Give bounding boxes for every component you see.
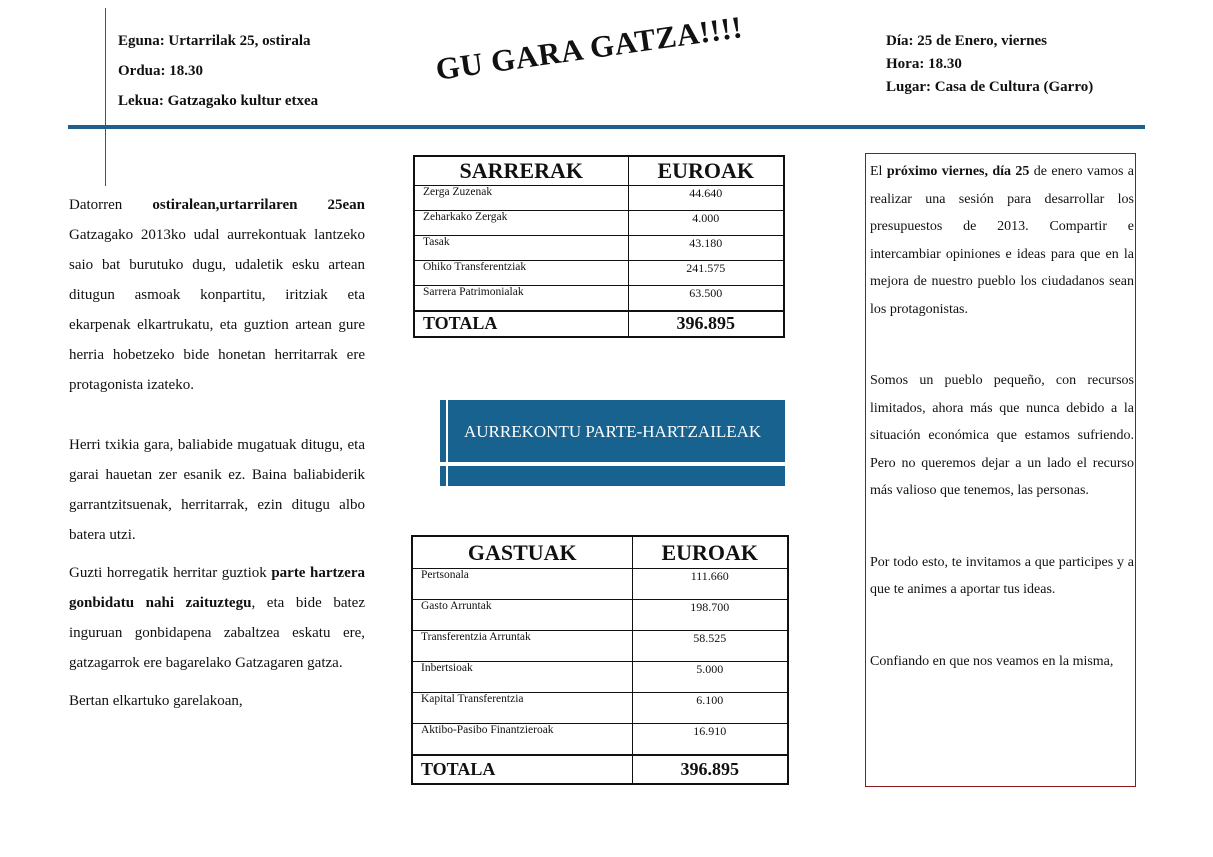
page-title: GU GARA GATZA!!!! xyxy=(433,9,745,87)
row-value: 4.000 xyxy=(628,211,784,236)
row-value: 241.575 xyxy=(628,261,784,286)
header-left-time: Ordua: 18.30 xyxy=(118,63,204,79)
total-row xyxy=(414,311,784,337)
banner-bottom-bar xyxy=(440,466,785,486)
expense-table xyxy=(411,535,789,785)
text-span: de enero vamos a realizar una sesión para desarrollar los presupuestos de 2013. Compartir e intercambiar opiniones e ideas para que en la mejora de nuestro pueblo los ciudadanos sean los protagonistas. xyxy=(870,164,1134,317)
table-row xyxy=(414,236,784,261)
total-value: 396.895 xyxy=(632,755,788,784)
basque-paragraph-2: Herri txikia gara, baliabide mugatuak ditugu, eta garai hauetan zer esanik ez. Baina baliabiderik garrantzitsuenak, herritarrak, ezin ditugu albo batera utzi. xyxy=(69,437,365,543)
text-span: Gatzagako 2013ko udal aurrekontuak lantzeko saio bat burutuko dugu, udaletik esku artean ditugun asmoak konpartitu, iritziak eta ekarpenak elkartrukatu, eta guztion artean gure herria hobetzeko bide honetan herritarrak ere protagonista izateko. xyxy=(69,227,365,393)
basque-paragraph-3 xyxy=(69,558,365,678)
row-label: Pertsonala xyxy=(412,569,632,600)
table-row xyxy=(414,261,784,286)
total-value: 396.895 xyxy=(628,311,784,337)
table-row xyxy=(412,662,788,693)
participatory-budget-banner xyxy=(440,400,785,486)
income-table xyxy=(413,155,785,338)
text-span: Datorren xyxy=(69,197,153,213)
header-left-place: Lekua: Gatzagako kultur etxea xyxy=(118,93,319,109)
spanish-paragraph-2: Somos un pueblo pequeño, con recursos limitados, ahora más que nunca debido a la situación económica que estamos sufriendo. Pero no queremos dejar a un lado el recurso más valioso que tenemos, las personas. xyxy=(870,373,1134,498)
header-right-date: Día: 25 de Enero, viernes xyxy=(886,33,1047,49)
income-header-value: EUROAK xyxy=(628,156,784,186)
table-row xyxy=(412,569,788,600)
table-row xyxy=(412,724,788,755)
basque-paragraph-1 xyxy=(69,190,365,400)
row-label: Zeharkako Zergak xyxy=(414,211,628,236)
emphasis-text: próximo viernes, día 25 xyxy=(886,164,1030,179)
row-value: 198.700 xyxy=(632,600,788,631)
table-header-row xyxy=(414,156,784,186)
row-label: Sarrera Patrimonialak xyxy=(414,286,628,311)
spanish-paragraph-1 xyxy=(870,158,1134,323)
row-label: Inbertsioak xyxy=(412,662,632,693)
spanish-paragraph-4: Confiando en que nos veamos en la misma, xyxy=(870,653,1114,669)
total-label: TOTALA xyxy=(414,311,628,337)
text-span: Guzti horregatik herritar guztiok xyxy=(69,565,272,581)
income-header-name: SARRERAK xyxy=(414,156,628,186)
expense-header-name: GASTUAK xyxy=(412,536,632,569)
table-row xyxy=(412,600,788,631)
header-right-info xyxy=(886,30,1093,99)
row-value: 6.100 xyxy=(632,693,788,724)
row-label: Transferentzia Arruntak xyxy=(412,631,632,662)
table-row xyxy=(414,211,784,236)
text-span: El xyxy=(870,164,887,179)
row-value: 43.180 xyxy=(628,236,784,261)
banner-label: AURREKONTU PARTE-HARTZAILEAK xyxy=(464,422,762,441)
expense-header-value: EUROAK xyxy=(632,536,788,569)
basque-paragraph-4: Bertan elkartuko garelakoan, xyxy=(69,693,243,709)
header-left-date: Eguna: Urtarrilak 25, ostirala xyxy=(118,33,311,49)
banner-stripe xyxy=(446,400,448,486)
spanish-text-column xyxy=(870,158,1134,675)
row-value: 58.525 xyxy=(632,631,788,662)
total-label: TOTALA xyxy=(412,755,632,784)
row-value: 63.500 xyxy=(628,286,784,311)
row-label: Tasak xyxy=(414,236,628,261)
text-span: , eta bide batez inguruan gonbidapena zabaltzea eskatu ere, gatzagarrok ere bagarelako Gatzagaren gatza. xyxy=(69,595,365,671)
table-row xyxy=(412,693,788,724)
emphasis-text: parte hartzera gonbidatu nahi zaituztegu xyxy=(69,565,365,611)
row-label: Aktibo-Pasibo Finantzieroak xyxy=(412,724,632,755)
table-row xyxy=(412,631,788,662)
row-label: Gasto Arruntak xyxy=(412,600,632,631)
basque-text-column xyxy=(69,190,365,716)
row-value: 16.910 xyxy=(632,724,788,755)
table-header-row xyxy=(412,536,788,569)
row-label: Kapital Transferentzia xyxy=(412,693,632,724)
header-right-time: Hora: 18.30 xyxy=(886,56,962,72)
table-row xyxy=(414,286,784,311)
header-right-place: Lugar: Casa de Cultura (Garro) xyxy=(886,79,1094,95)
emphasis-text: ostiralean,urtarrilaren 25ean xyxy=(152,197,366,213)
total-row xyxy=(412,755,788,784)
row-value: 111.660 xyxy=(632,569,788,600)
header-left-info xyxy=(118,26,318,116)
spanish-paragraph-3: Por todo esto, te invitamos a que participes y a que te animes a aportar tus ideas. xyxy=(870,554,1134,597)
horizontal-divider xyxy=(68,125,1145,129)
row-label: Zerga Zuzenak xyxy=(414,186,628,211)
row-label: Ohiko Transferentziak xyxy=(414,261,628,286)
row-value: 5.000 xyxy=(632,662,788,693)
table-row xyxy=(414,186,784,211)
vertical-divider xyxy=(105,8,106,186)
row-value: 44.640 xyxy=(628,186,784,211)
